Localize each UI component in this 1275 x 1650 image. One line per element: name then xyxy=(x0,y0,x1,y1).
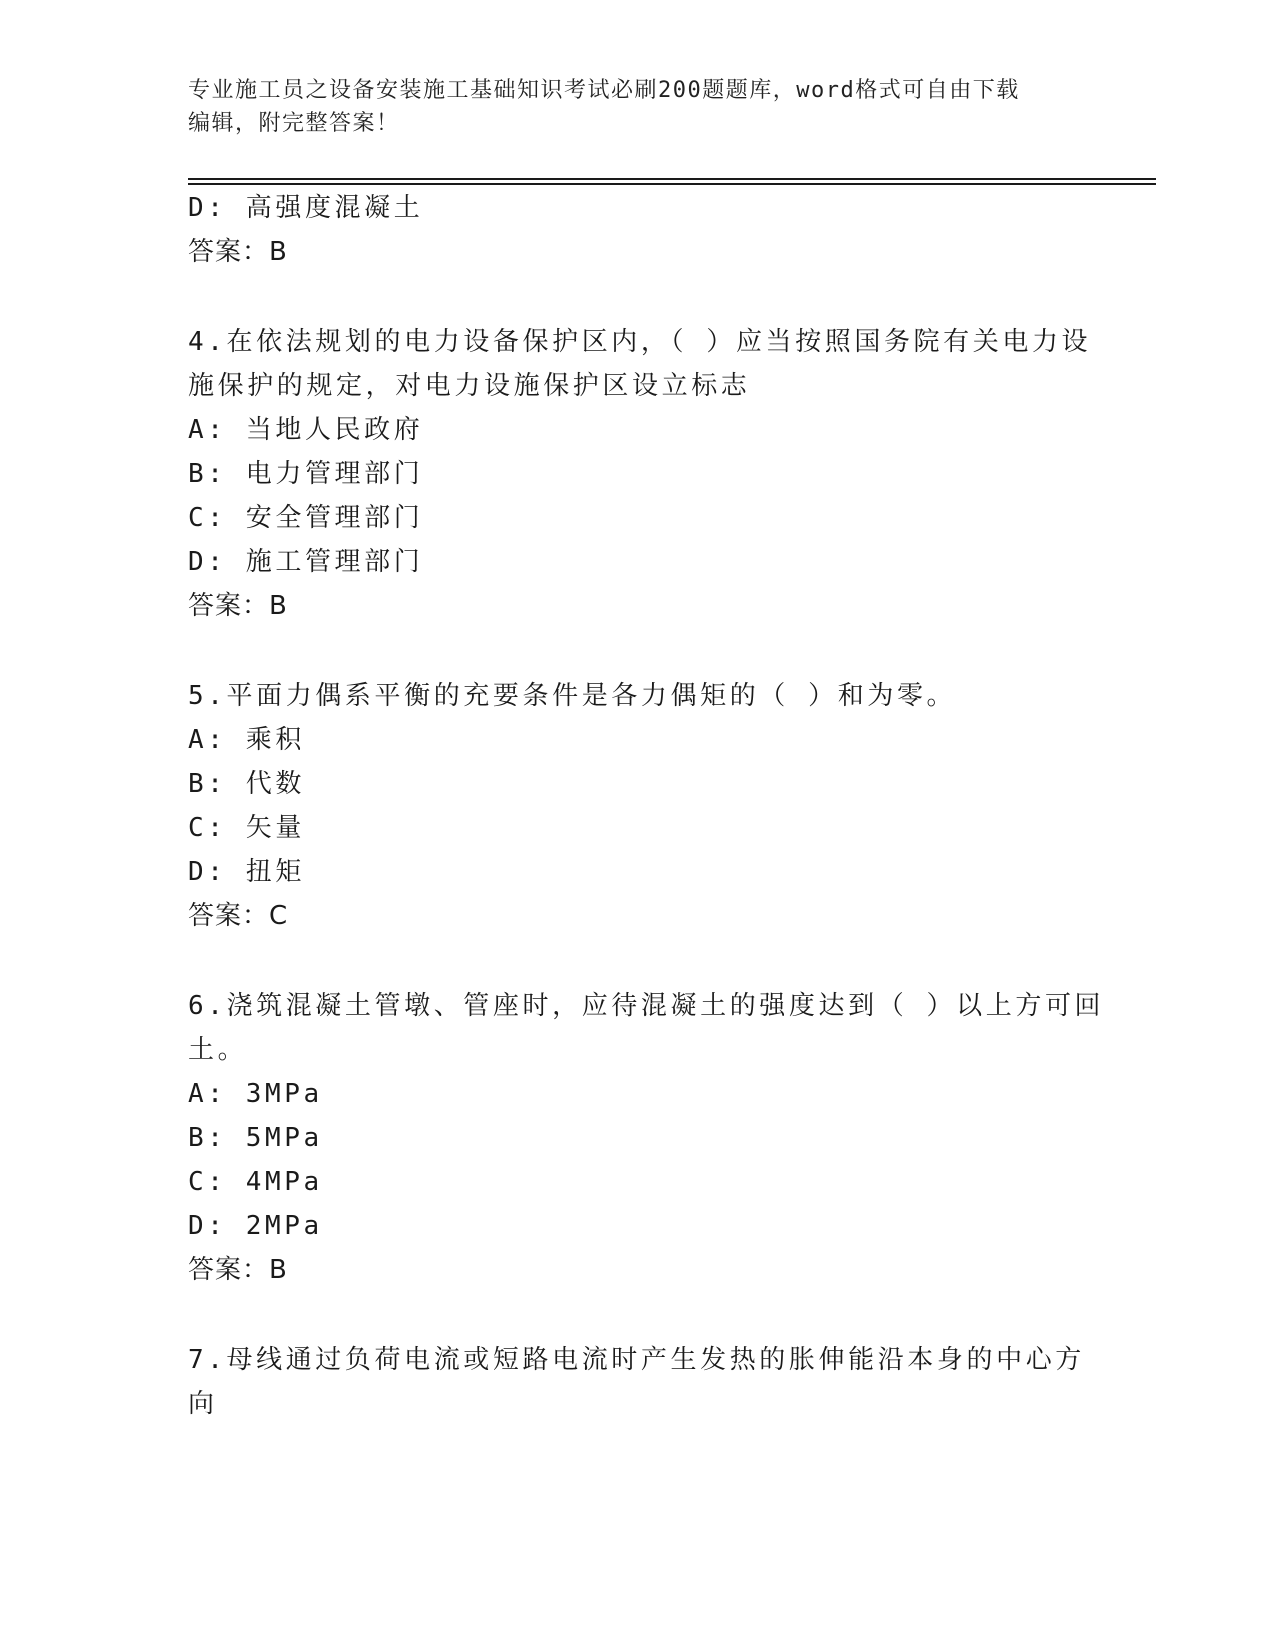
q4-answer: 答案：B xyxy=(188,591,288,621)
q5-stem-line-1: 5.平面力偶系平衡的充要条件是各力偶矩的（ ）和为零。 xyxy=(188,681,957,711)
q6-answer: 答案：B xyxy=(188,1255,288,1285)
header-rule-top xyxy=(188,178,1156,180)
q3-answer: 答案：B xyxy=(188,237,288,267)
header-line-2: 编辑，附完整答案！ xyxy=(188,111,400,136)
header-line-1: 专业施工员之设备安装施工基础知识考试必刷200题题库，word格式可自由下载 xyxy=(188,78,1020,103)
q4-stem-line-2: 施保护的规定，对电力设施保护区设立标志 xyxy=(188,371,751,401)
q4-option-b: B: 电力管理部门 xyxy=(188,459,424,489)
q6-option-a: A: 3MPa xyxy=(188,1079,323,1109)
q7-stem-line-2: 向 xyxy=(188,1389,218,1419)
q3-option-d: D: 高强度混凝土 xyxy=(188,193,424,223)
q6-stem-line-2: 土。 xyxy=(188,1035,248,1065)
q6-option-d: D: 2MPa xyxy=(188,1211,323,1241)
q5-option-d: D: 扭矩 xyxy=(188,857,305,887)
page-header xyxy=(188,74,1088,140)
q5-option-c: C: 矢量 xyxy=(188,813,305,843)
q6-option-b: B: 5MPa xyxy=(188,1123,323,1153)
q5-option-b: B: 代数 xyxy=(188,769,305,799)
q6-stem-line-1: 6.浇筑混凝土管墩、管座时，应待混凝土的强度达到（ ）以上方可回 xyxy=(188,991,1105,1021)
q5-option-a: A: 乘积 xyxy=(188,725,305,755)
q4-option-d: D: 施工管理部门 xyxy=(188,547,424,577)
q4-option-c: C: 安全管理部门 xyxy=(188,503,424,533)
header-rule-bottom xyxy=(188,183,1156,185)
q4-option-a: A: 当地人民政府 xyxy=(188,415,424,445)
q6-option-c: C: 4MPa xyxy=(188,1167,323,1197)
q4-stem-line-1: 4.在依法规划的电力设备保护区内，（ ）应当按照国务院有关电力设 xyxy=(188,327,1092,357)
q7-stem-line-1: 7.母线通过负荷电流或短路电流时产生发热的胀伸能沿本身的中心方 xyxy=(188,1345,1085,1375)
q5-answer: 答案：C xyxy=(188,901,289,931)
